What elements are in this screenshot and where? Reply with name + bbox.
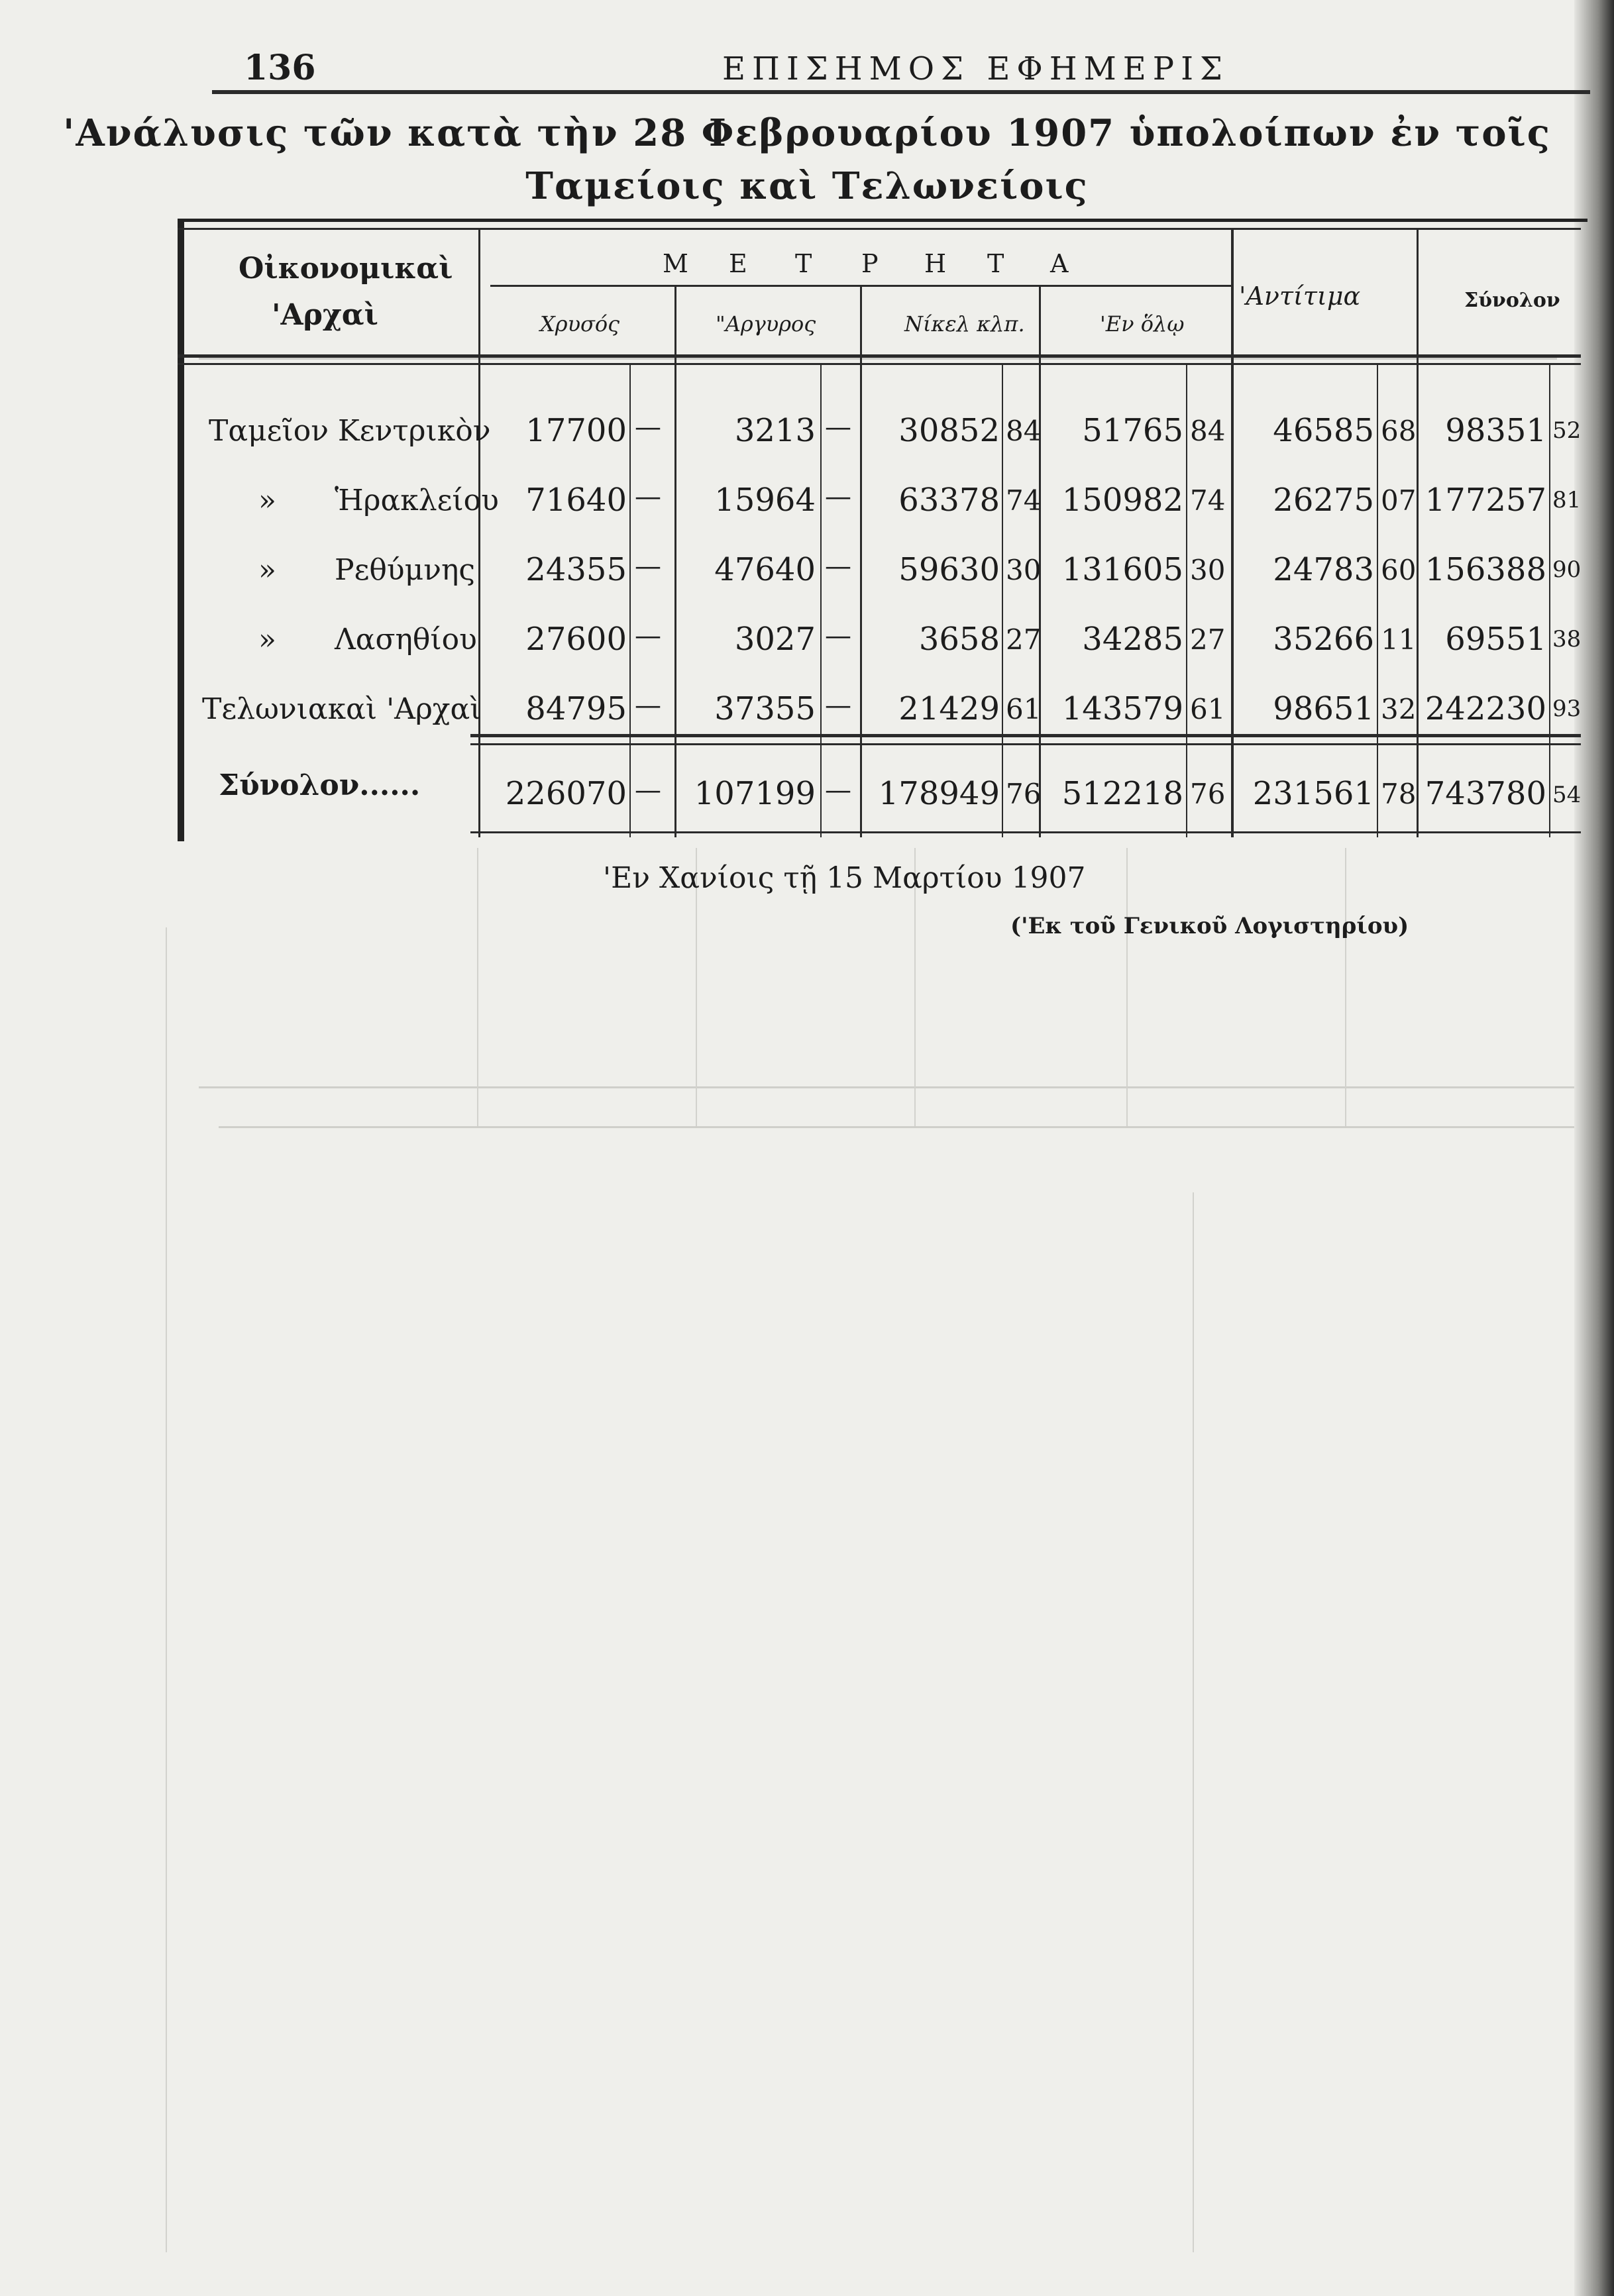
cell-antitima: 35266 (1273, 621, 1374, 658)
table-rule (470, 743, 1581, 745)
cell-synolon: 156388 (1425, 551, 1546, 588)
table-rule (629, 363, 631, 837)
table-title-line-1: 'Ανάλυσις τῶν κατὰ τὴν 28 Φεβρουαρίου 1907 ὑπολοίπων ἐν τοῖς (63, 111, 1551, 155)
cell-nickel-dec: 74 (1006, 484, 1042, 517)
cell-nickel: 63378 (898, 482, 1000, 519)
cell-silver: 47640 (714, 551, 816, 588)
cell-total-dec: 61 (1190, 693, 1226, 725)
header-metrita-letter: Η (924, 249, 947, 278)
cell-antitima: 46585 (1273, 412, 1374, 449)
cell-gold: 17700 (525, 412, 627, 449)
cell-antitima: 24783 (1273, 551, 1374, 588)
cell-synolon-dec: 81 (1552, 487, 1582, 513)
cell-total-dec: 74 (1190, 484, 1226, 517)
table-rule (178, 363, 1581, 365)
cell-total: 143579 (1061, 690, 1183, 727)
cell-silver: 3027 (734, 621, 816, 658)
cell-gold: 71640 (525, 482, 627, 519)
cell-gold-dec: — (635, 690, 661, 721)
cell-synolon: 69551 (1445, 621, 1546, 658)
total-row-label: Σύνολον...... (219, 768, 421, 802)
bleed-rule (166, 927, 167, 2252)
cell-synolon: 242230 (1425, 690, 1546, 727)
header-gold: Χρυσός (540, 311, 620, 337)
cell-gold: 27600 (525, 621, 627, 658)
header-rule (212, 90, 1590, 94)
ditto-mark: » (258, 553, 276, 587)
header-metrita-letter: Μ (663, 249, 688, 278)
cell-nickel: 30852 (898, 412, 1000, 449)
journal-title: ΕΠΙΣΗΜΟΣ ΕΦΗΜΕΡΙΣ (722, 50, 1229, 87)
total-total: 512218 (1061, 775, 1183, 812)
place-date-line: 'Εν Χανίοις τῇ 15 Μαρτίου 1907 (603, 861, 1086, 895)
ditto-mark: » (258, 484, 276, 517)
total-gold-dec: — (635, 775, 661, 806)
table-rule (178, 354, 1581, 358)
cell-total: 34285 (1082, 621, 1183, 658)
page-header (166, 40, 1597, 93)
header-oikonomikai: Οἰκονομικαὶ (239, 252, 453, 286)
row-label: Τελωνιακαὶ 'Αρχαὶ (202, 692, 482, 726)
header-total-metrita: 'Εν ὅλῳ (1100, 311, 1185, 337)
cell-total: 150982 (1061, 482, 1183, 519)
cell-nickel-dec: 61 (1006, 693, 1042, 725)
cell-synolon-dec: 52 (1552, 417, 1582, 444)
row-label: Ταμεῖον Κεντρικὸν (209, 414, 491, 448)
header-metrita-letter: Τ (795, 249, 812, 278)
bleed-rule (1193, 1192, 1194, 2252)
row-label: Ἡρακλείου (335, 484, 499, 517)
header-metrita-letter: Ρ (861, 249, 879, 278)
header-metrita-letter: Α (1050, 249, 1069, 278)
cell-silver-dec: — (825, 690, 851, 721)
table-rule (1377, 363, 1378, 837)
table-rule (470, 831, 1581, 833)
cell-antitima: 26275 (1273, 482, 1374, 519)
page-number: 136 (244, 48, 316, 88)
header-archai: 'Αρχαὶ (272, 298, 378, 332)
table-rule (1002, 363, 1003, 837)
cell-gold-dec: — (635, 551, 661, 582)
bleed-rule (1126, 848, 1128, 1126)
bleed-rule (477, 848, 478, 1126)
source-attribution: ('Εκ τοῦ Γενικοῦ Λογιστηρίου) (1010, 913, 1409, 939)
cell-antitima-dec: 60 (1381, 554, 1417, 586)
table-rule (178, 228, 1581, 230)
table-rule (674, 285, 676, 837)
table-rule (1417, 228, 1419, 837)
header-antitima: 'Αντίτιμα (1239, 282, 1361, 311)
total-silver: 107199 (694, 775, 816, 812)
row-label: Λασηθίου (335, 623, 477, 656)
cell-antitima-dec: 68 (1381, 415, 1417, 447)
ditto-mark: » (258, 623, 276, 656)
total-nickel: 178949 (878, 775, 1000, 812)
cell-nickel-dec: 27 (1006, 623, 1042, 656)
cell-silver-dec: — (825, 412, 851, 443)
cell-total: 51765 (1082, 412, 1183, 449)
cell-silver-dec: — (825, 551, 851, 582)
cell-antitima: 98651 (1273, 690, 1374, 727)
header-silver: "Αργυρος (716, 311, 816, 337)
row-label: Ρεθύμνης (335, 553, 475, 587)
table-title-line-2: Ταμείοις καὶ Τελωνείοις (525, 164, 1089, 208)
bleed-rule (1345, 848, 1346, 1126)
cell-silver: 37355 (714, 690, 816, 727)
total-gold: 226070 (505, 775, 627, 812)
cell-synolon-dec: 38 (1552, 626, 1582, 652)
table-rule (1231, 228, 1234, 837)
cell-total-dec: 27 (1190, 623, 1226, 656)
cell-gold: 24355 (525, 551, 627, 588)
cell-nickel: 3658 (918, 621, 1000, 658)
cell-synolon-dec: 90 (1552, 556, 1582, 583)
table-rule (1549, 363, 1550, 837)
table-rule (1186, 363, 1187, 837)
cell-nickel-dec: 84 (1006, 415, 1042, 447)
cell-total-dec: 84 (1190, 415, 1226, 447)
cell-nickel-dec: 30 (1006, 554, 1042, 586)
cell-total-dec: 30 (1190, 554, 1226, 586)
cell-silver: 15964 (714, 482, 816, 519)
cell-nickel: 21429 (898, 690, 1000, 727)
cell-silver-dec: — (825, 482, 851, 512)
cell-nickel: 59630 (898, 551, 1000, 588)
cell-antitima-dec: 11 (1381, 623, 1417, 656)
balance-table (178, 219, 1587, 841)
header-nickel: Νίκελ κλπ. (904, 311, 1025, 337)
cell-synolon: 98351 (1445, 412, 1546, 449)
total-antitima-dec: 78 (1381, 778, 1417, 810)
table-rule (820, 363, 822, 837)
table-rule (478, 228, 480, 837)
header-metrita-letter: Ε (729, 249, 747, 278)
cell-gold: 84795 (525, 690, 627, 727)
cell-synolon-dec: 93 (1552, 696, 1582, 722)
total-antitima: 231561 (1252, 775, 1374, 812)
cell-antitima-dec: 32 (1381, 693, 1417, 725)
header-synolon: Σύνολον (1464, 289, 1560, 312)
cell-silver: 3213 (734, 412, 816, 449)
cell-silver-dec: — (825, 621, 851, 651)
cell-gold-dec: — (635, 482, 661, 512)
cell-gold-dec: — (635, 412, 661, 443)
table-rule (470, 734, 1581, 737)
total-nickel-dec: 76 (1006, 778, 1042, 810)
total-synolon: 743780 (1425, 775, 1546, 812)
cell-antitima-dec: 07 (1381, 484, 1417, 517)
cell-gold-dec: — (635, 621, 661, 651)
table-rule (860, 363, 861, 837)
bleed-rule (199, 1086, 1590, 1088)
header-metrita-letter: Τ (987, 249, 1004, 278)
total-total-dec: 76 (1190, 778, 1226, 810)
cell-total: 131605 (1061, 551, 1183, 588)
bleed-rule (219, 1126, 1577, 1128)
cell-synolon: 177257 (1425, 482, 1546, 519)
total-silver-dec: — (825, 775, 851, 806)
total-synolon-dec: 54 (1552, 782, 1582, 808)
